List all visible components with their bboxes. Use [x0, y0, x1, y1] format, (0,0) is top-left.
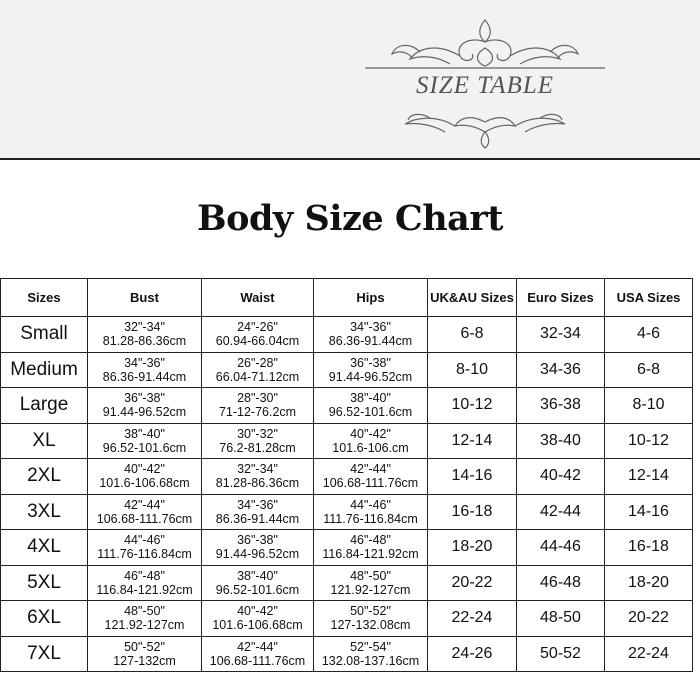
bust-cell: [88, 352, 202, 388]
table-header-row: [1, 279, 693, 317]
header-banner: [0, 0, 700, 160]
inches-value: 34"-36": [350, 320, 391, 335]
inches-value: 50"-52": [124, 639, 165, 654]
table-row: [1, 565, 693, 601]
table-row: [1, 601, 693, 637]
usa-size-cell: 12-14: [605, 459, 693, 495]
bust-cell: [88, 459, 202, 495]
inches-value: 44"-46": [124, 533, 165, 548]
inches-value: 34"-36": [237, 497, 278, 512]
inches-value: 40"-42": [237, 604, 278, 619]
inches-value: 32"-34": [237, 462, 278, 477]
table-row: [1, 317, 693, 353]
euro-size-cell: 48-50: [517, 601, 605, 637]
euro-size-cell: 44-46: [517, 530, 605, 566]
hips-cell: [314, 317, 428, 353]
column-header: USA Sizes: [605, 279, 693, 317]
inches-value: 24"-26": [237, 320, 278, 335]
bust-cell: [88, 530, 202, 566]
size-cell: Large: [1, 388, 88, 424]
inches-value: 52"-54": [350, 639, 391, 654]
inches-value: 44"-46": [350, 497, 391, 512]
bust-cell: [88, 636, 202, 672]
column-header: Euro Sizes: [517, 279, 605, 317]
size-cell: 5XL: [1, 565, 88, 601]
inches-value: 38"-40": [124, 426, 165, 441]
cm-value: 121.92-127cm: [330, 582, 411, 597]
inches-value: 50"-52": [350, 604, 391, 619]
cm-value: 121.92-127cm: [104, 618, 185, 633]
cm-value: 101.6-106.68cm: [212, 618, 303, 633]
waist-cell: [202, 459, 314, 495]
hips-cell: [314, 459, 428, 495]
inches-value: 42"-44": [237, 639, 278, 654]
hips-cell: [314, 565, 428, 601]
table-row: [1, 459, 693, 495]
inches-value: 34"-36": [124, 355, 165, 370]
waist-cell: [202, 636, 314, 672]
cm-value: 60.94-66.04cm: [215, 334, 300, 349]
inches-value: 30"-32": [237, 426, 278, 441]
waist-cell: [202, 565, 314, 601]
size-cell: Small: [1, 317, 88, 353]
inches-value: 36"-38": [124, 391, 165, 406]
uk-au-size-cell: 10-12: [428, 388, 517, 424]
usa-size-cell: 14-16: [605, 494, 693, 530]
cm-value: 96.52-101.6cm: [102, 440, 187, 455]
uk-au-size-cell: 22-24: [428, 601, 517, 637]
size-cell: XL: [1, 423, 88, 459]
usa-size-cell: 8-10: [605, 388, 693, 424]
waist-cell: [202, 423, 314, 459]
page-title: Body Size Chart: [197, 198, 503, 239]
usa-size-cell: 6-8: [605, 352, 693, 388]
uk-au-size-cell: 12-14: [428, 423, 517, 459]
uk-au-size-cell: 20-22: [428, 565, 517, 601]
euro-size-cell: 40-42: [517, 459, 605, 495]
cm-value: 106.68-111.76cm: [322, 476, 419, 491]
cm-value: 66.04-71.12cm: [215, 369, 300, 384]
inches-value: 46"-48": [350, 533, 391, 548]
uk-au-size-cell: 14-16: [428, 459, 517, 495]
size-cell: 7XL: [1, 636, 88, 672]
uk-au-size-cell: 6-8: [428, 317, 517, 353]
cm-value: 86.36-91.44cm: [328, 334, 413, 349]
table-row: [1, 388, 693, 424]
euro-size-cell: 42-44: [517, 494, 605, 530]
table-row: [1, 352, 693, 388]
hips-cell: [314, 494, 428, 530]
waist-cell: [202, 317, 314, 353]
column-header: Sizes: [1, 279, 88, 317]
size-table-logo-text: SIZE TABLE: [415, 72, 554, 99]
euro-size-cell: 32-34: [517, 317, 605, 353]
bust-cell: [88, 494, 202, 530]
uk-au-size-cell: 16-18: [428, 494, 517, 530]
size-chart-table: [0, 278, 693, 672]
waist-cell: [202, 601, 314, 637]
usa-size-cell: 20-22: [605, 601, 693, 637]
size-cell: Medium: [1, 352, 88, 388]
euro-size-cell: 36-38: [517, 388, 605, 424]
inches-value: 42"-44": [350, 462, 391, 477]
euro-size-cell: 50-52: [517, 636, 605, 672]
cm-value: 116.84-121.92cm: [96, 582, 193, 597]
hips-cell: [314, 352, 428, 388]
bust-cell: [88, 601, 202, 637]
cm-value: 96.52-101.6cm: [328, 405, 413, 420]
size-cell: 3XL: [1, 494, 88, 530]
cm-value: 111.76-116.84cm: [323, 511, 418, 526]
hips-cell: [314, 530, 428, 566]
cm-value: 101.6-106.cm: [332, 440, 409, 455]
cm-value: 127-132cm: [113, 653, 176, 668]
waist-cell: [202, 530, 314, 566]
inches-value: 48"-50": [350, 568, 391, 583]
cm-value: 101.6-106.68cm: [99, 476, 190, 491]
table-row: [1, 494, 693, 530]
hips-cell: [314, 636, 428, 672]
usa-size-cell: 18-20: [605, 565, 693, 601]
column-header: Waist: [202, 279, 314, 317]
column-header: UK&AU Sizes: [428, 279, 517, 317]
inches-value: 38"-40": [237, 568, 278, 583]
hips-cell: [314, 388, 428, 424]
column-header: Bust: [88, 279, 202, 317]
euro-size-cell: 34-36: [517, 352, 605, 388]
size-cell: 2XL: [1, 459, 88, 495]
hips-cell: [314, 601, 428, 637]
euro-size-cell: 46-48: [517, 565, 605, 601]
cm-value: 106.68-111.76cm: [209, 653, 306, 668]
inches-value: 42"-44": [124, 497, 165, 512]
usa-size-cell: 10-12: [605, 423, 693, 459]
table-row: [1, 636, 693, 672]
uk-au-size-cell: 8-10: [428, 352, 517, 388]
cm-value: 91.44-96.52cm: [328, 369, 413, 384]
usa-size-cell: 4-6: [605, 317, 693, 353]
uk-au-size-cell: 24-26: [428, 636, 517, 672]
table-row: [1, 530, 693, 566]
cm-value: 81.28-86.36cm: [215, 476, 300, 491]
cm-value: 81.28-86.36cm: [102, 334, 187, 349]
size-cell: 4XL: [1, 530, 88, 566]
cm-value: 86.36-91.44cm: [215, 511, 300, 526]
cm-value: 106.68-111.76cm: [96, 511, 193, 526]
inches-value: 48"-50": [124, 604, 165, 619]
euro-size-cell: 38-40: [517, 423, 605, 459]
usa-size-cell: 16-18: [605, 530, 693, 566]
size-cell: 6XL: [1, 601, 88, 637]
cm-value: 116.84-121.92cm: [322, 547, 419, 562]
inches-value: 32"-34": [124, 320, 165, 335]
cm-value: 127-132.08cm: [330, 618, 411, 633]
column-header: Hips: [314, 279, 428, 317]
waist-cell: [202, 494, 314, 530]
waist-cell: [202, 388, 314, 424]
inches-value: 40"-42": [350, 426, 391, 441]
bust-cell: [88, 317, 202, 353]
cm-value: 71-12-76.2cm: [218, 405, 297, 420]
inches-value: 36"-38": [350, 355, 391, 370]
inches-value: 46"-48": [124, 568, 165, 583]
inches-value: 40"-42": [124, 462, 165, 477]
inches-value: 36"-38": [237, 533, 278, 548]
bust-cell: [88, 423, 202, 459]
hips-cell: [314, 423, 428, 459]
inches-value: 26"-28": [237, 355, 278, 370]
cm-value: 91.44-96.52cm: [215, 547, 300, 562]
cm-value: 132.08-137.16cm: [321, 653, 420, 668]
bust-cell: [88, 388, 202, 424]
cm-value: 76.2-81.28cm: [219, 440, 296, 455]
usa-size-cell: 22-24: [605, 636, 693, 672]
waist-cell: [202, 352, 314, 388]
cm-value: 111.76-116.84cm: [97, 547, 192, 562]
inches-value: 38"-40": [350, 391, 391, 406]
cm-value: 91.44-96.52cm: [102, 405, 187, 420]
inches-value: 28"-30": [237, 391, 278, 406]
uk-au-size-cell: 18-20: [428, 530, 517, 566]
bust-cell: [88, 565, 202, 601]
cm-value: 86.36-91.44cm: [102, 369, 187, 384]
cm-value: 96.52-101.6cm: [215, 582, 300, 597]
table-row: [1, 423, 693, 459]
